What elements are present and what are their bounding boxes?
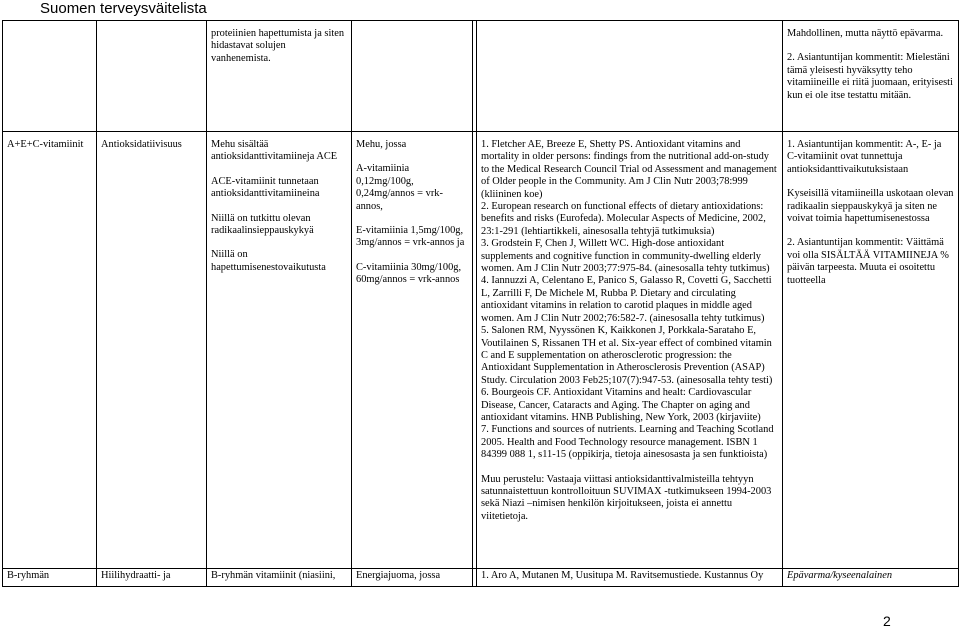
cell-text: Hiilihydraatti- ja [101,570,171,581]
cell-text: 1. Asiantuntijan kommentit: A-, E- ja C-vitamiinit ovat tunnettuja antioksidanttivaikutuksistaan [787,139,942,175]
page-number: 2 [883,613,891,629]
reference-item: 4. Iannuzzi A, Celentano E, Panico S, Galasso R, Covetti G, Sacchetti L, Zarrilli F, De Michele M, Rubba P. Dietary and circulating antioxidant vitamins in relation to carotid plaques in middle aged women. Am J Clin Nutr 2002;76:582-7. (ainesosalla tehty tutkimus) [481,275,772,324]
cell-text: ACE-vitamiinit tunnetaan antioksidanttivitamiineina [211,175,320,200]
reference-item: 5. Salonen RM, Nyyssönen K, Kaikkonen J, Porkkala-Sarataho E, Voutilainen S, Rissanen TH et al. Six-year effect of combined vitamin C and E supplementation on atherosclerotic progression: the Antioxidant Supplementation in Atherosclerosis Prevention (ASAP) Study. Circulation 2003 Feb25;107(7):947-53. (ainesosalla tehty testi) [481,325,773,386]
cell-ingredient [3,132,97,569]
page-title: Suomen terveysväitelista [40,0,207,17]
reference-item: 3. Grodstein F, Chen J, Willett WC. High-dose antioxidant supplements and cognitive function in community-dwelling elderly women. Am J Clin Nutr 2003;77:975-84. (ainesosalla tehty tutkimus) [481,238,770,275]
cell-references [477,569,783,587]
cell-expert-comment [783,21,959,132]
cell-product [352,132,473,569]
cell-text: A-vitamiinia 0,12mg/100g, 0,24mg/annos = vrk-annos, [356,163,443,212]
table-row [3,132,959,569]
cell-claim [207,132,352,569]
cell-effect [97,569,207,587]
reference-item: 1. Fletcher AE, Breeze E, Shetty PS. Antioxidant vitamins and mortality in older persons: findings from the nutritional add-on-study to the Medical Research Council Trial od Assessment and management of Older people in the Community. Am J Clin Nutr 2003;78:999 (kliininen koe) [481,139,777,200]
cell-claim [207,569,352,587]
cell-text: Niillä on tutkittu olevan radikaalinsieppauskykyä [211,212,314,237]
cell-empty [97,21,207,132]
cell-expert-comment [783,132,959,569]
cell-text: proteiinien hapettumista ja siten hidastavat solujen vanhenemista. [211,28,345,64]
cell-rationale [207,21,352,132]
cell-ingredient [3,569,97,587]
cell-text: Antioksidatiivisuus [101,139,182,150]
cell-expert-comment [783,569,959,587]
cell-text: A+E+C-vitamiinit [7,139,84,150]
reference-note: Muu perustelu: Vastaaja viittasi antioksidanttivalmisteilla tehtyyn satunnaistettuun kontrolloituun SUVIMAX -tutkimukseen 1994-2003 sekä Niazi –nimisen henkilön kirjoitukseen, joista ei annettu viitetietoja. [481,473,772,522]
cell-text: Energiajuoma, jossa [356,570,441,581]
table-row [3,569,959,587]
cell-effect [97,132,207,569]
reference-item: 7. Functions and sources of nutrients. Learning and Teaching Scotland 2005. Health and Food Technology resource management. ISBN 1 84399 088 1, s11-15 (oppikirja, tietoja ainesosasta ja sen funktioista) [481,424,774,461]
cell-empty [3,21,97,132]
cell-text: Kyseisillä vitamiineilla uskotaan olevan radikaalin sieppauskykyä ja siten ne voivat toimia hapettumisenestossa [787,188,954,225]
cell-empty [352,21,473,132]
cell-text: 2. Asiantuntijan kommentit: Mielestäni tämä yleisesti hyväksytty teho vitamiineille ei riitä juomaan, erityisesti kun ei ole itse testattu mitään. [787,52,953,101]
cell-text: B-ryhmän [7,570,50,581]
cell-text: B-ryhmän vitamiinit (niasiini, [211,570,336,581]
cell-text: Mehu sisältää antioksidanttivitamiineja ACE [211,139,338,163]
reference-item: 2. European research on functional effects of dietary antioxidations: benefits and risks (Eurofeda). Molecular Aspects of Medicine, 2002, 23:1-291 (lehtiartikkeli, ainesosalla tehtyjä tutkimuksia) [481,201,766,237]
cell-text: Niillä on hapettumisenestovaikutusta [211,249,326,273]
cell-empty [477,21,783,132]
cell-product [352,569,473,587]
cell-text: C-vitamiinia 30mg/100g, 60mg/annos = vrk-annos [356,261,462,286]
cell-references [477,132,783,569]
cell-text: Epävarma/kyseenalainen [787,570,893,581]
cell-text: 2. Asiantuntijan kommentit: Väittämä voi olla SISÄLTÄÄ VITAMIINEJA % päivän tarpeesta. Muuta ei osoitettu tuotteella [787,237,949,286]
cell-text: Mahdollinen, mutta näyttö epävarma. [787,28,944,39]
cell-text: Mehu, jossa [356,139,407,150]
reference-item: 6. Bourgeois CF. Antioxidant Vitamins and healt: Cardiovascular Disease, Cancer, Cataracts and Aging. The Chapter on aging and antioxidant vitamins. HNB Publishing, New York, 2003 (kirjaviite) [481,387,761,423]
cell-text: 1. Aro A, Mutanen M, Uusitupa M. Ravitsemustiede. Kustannus Oy [481,570,764,581]
table-row [3,21,959,132]
claims-table [2,20,959,587]
cell-text: E-vitamiinia 1,5mg/100g, 3mg/annos = vrk-annos ja [356,225,465,249]
